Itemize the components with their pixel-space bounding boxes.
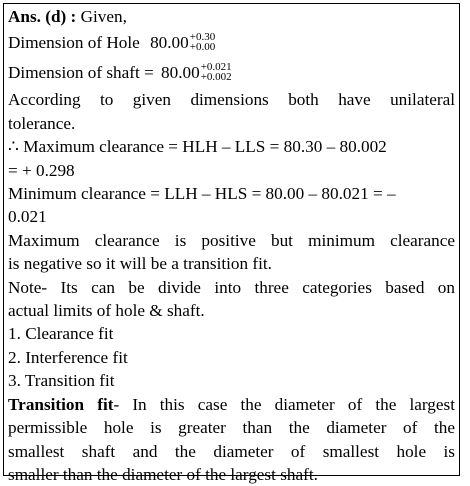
transition-text-1: - In this case the diameter of the largest xyxy=(113,394,455,414)
list-item: 2. Interference fit xyxy=(8,347,128,367)
para2-line1: Maximum clearance is positive but minimum clearance xyxy=(8,230,455,250)
hole-lower: +0.00 xyxy=(189,41,216,54)
shaft-text: Dimension of shaft = xyxy=(8,63,154,83)
note-line2: actual limits of hole & shaft. xyxy=(8,301,205,321)
answer-label: Ans. (d) : xyxy=(8,7,77,26)
therefore-symbol: ∴ xyxy=(8,137,19,157)
transition-line4: smaller than the diameter of the largest shaft. xyxy=(8,464,318,484)
answer-box xyxy=(3,3,460,484)
min-clearance-line1: Minimum clearance = LLH – HLS = 80.00 – 80.021 = – xyxy=(8,184,396,204)
max-clearance-text: Maximum clearance = HLH – LLS = 80.30 – 80.002 xyxy=(23,137,387,157)
hole-dimension xyxy=(8,28,455,58)
shaft-tolerance xyxy=(201,62,232,82)
shaft-lower: +0.002 xyxy=(200,71,232,84)
hole-text: Dimension of Hole xyxy=(8,33,140,53)
hole-basic: 80.00 xyxy=(150,33,189,53)
transition-line3: smallest shaft and the diameter of smallest hole is xyxy=(8,441,455,461)
para1-line1: According to given dimensions both have unilateral xyxy=(8,90,455,110)
hole-upper: +0.30 xyxy=(189,31,216,44)
answer-header xyxy=(8,5,455,28)
note-line1: Note- Its can be divide into three categories based on xyxy=(8,277,455,297)
given-text: Given, xyxy=(80,7,127,26)
shaft-upper: +0.021 xyxy=(200,61,232,74)
transition-line1 xyxy=(8,393,455,416)
shaft-dimension xyxy=(8,58,455,88)
transition-term: Transition fit xyxy=(8,394,114,414)
min-clearance-line2: 0.021 xyxy=(8,207,47,227)
max-clearance-line1 xyxy=(8,135,455,158)
shaft-basic: 80.00 xyxy=(161,63,200,83)
hole-tolerance xyxy=(190,32,215,52)
list-item: 1. Clearance fit xyxy=(8,324,114,344)
para2-line2: is negative so it will be a transition fit. xyxy=(8,254,272,274)
max-clearance-line2: = + 0.298 xyxy=(8,160,75,180)
transition-line2: permissible hole is greater than the diameter of the xyxy=(8,418,455,438)
list-item: 3. Transition fit xyxy=(8,371,115,391)
para1-line2: tolerance. xyxy=(8,113,76,133)
